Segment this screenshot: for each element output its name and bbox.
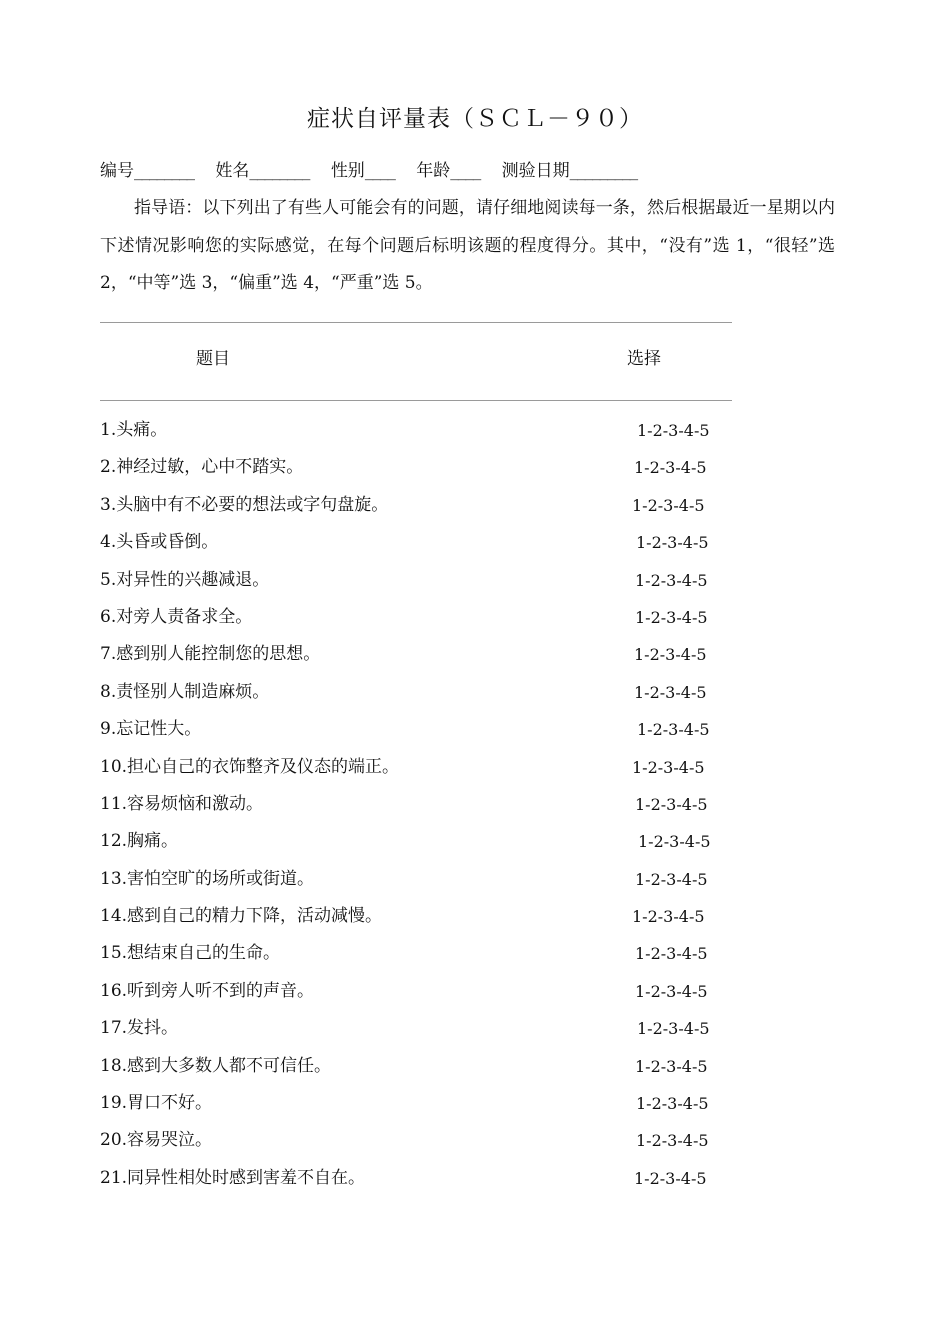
question-text: 19.胃口不好。 <box>100 1093 213 1114</box>
question-row <box>100 674 750 711</box>
question-row <box>100 487 750 524</box>
number-blank[interactable]: ________ <box>134 161 194 181</box>
page-title: 症状自评量表（ＳＣＬ－９０） <box>307 106 643 132</box>
rating-scale[interactable]: 1-2-3-4-5 <box>635 794 708 814</box>
question-text: 11.容易烦恼和激动。 <box>100 793 264 814</box>
question-text: 18.感到大多数人都不可信任。 <box>100 1055 332 1076</box>
name-field[interactable] <box>215 161 309 181</box>
test-date-label: 测验日期 <box>501 161 570 181</box>
rating-scale[interactable]: 1-2-3-4-5 <box>635 869 708 889</box>
rating-scale[interactable]: 1-2-3-4-5 <box>635 944 708 964</box>
question-text: 15.想结束自己的生命。 <box>100 943 281 964</box>
rating-scale[interactable]: 1-2-3-4-5 <box>634 1168 707 1188</box>
question-text: 16.听到旁人听不到的声音。 <box>100 980 315 1001</box>
question-text: 7.感到别人能控制您的思想。 <box>100 644 321 665</box>
rating-scale[interactable]: 1-2-3-4-5 <box>632 757 705 777</box>
rating-scale[interactable]: 1-2-3-4-5 <box>634 645 707 665</box>
question-text: 2.神经过敏，心中不踏实。 <box>100 457 304 478</box>
question-text: 12.胸痛。 <box>100 831 179 852</box>
question-text: 1.头痛。 <box>100 420 168 440</box>
rating-scale[interactable]: 1-2-3-4-5 <box>636 533 709 553</box>
age-blank[interactable]: ____ <box>450 161 481 181</box>
choice-column-header: 选择 <box>627 349 661 369</box>
question-text: 17.发抖。 <box>100 1018 179 1039</box>
question-row <box>100 786 750 823</box>
rating-scale[interactable]: 1-2-3-4-5 <box>634 682 707 702</box>
question-row <box>100 861 750 898</box>
question-row <box>100 599 750 636</box>
question-row <box>100 749 750 786</box>
gender-label: 性别 <box>330 161 365 181</box>
question-text: 4.头昏或昏倒。 <box>100 532 219 553</box>
respondent-info-row <box>100 156 653 181</box>
question-row <box>100 898 750 935</box>
question-text: 3.头脑中有不必要的想法或字句盘旋。 <box>100 494 389 515</box>
test-date-field[interactable] <box>502 161 638 181</box>
topic-column-header: 题目 <box>196 349 230 369</box>
question-row <box>100 711 750 748</box>
rating-scale[interactable]: 1-2-3-4-5 <box>638 832 711 852</box>
number-field[interactable] <box>100 161 194 181</box>
rating-scale[interactable]: 1-2-3-4-5 <box>632 495 705 515</box>
question-row <box>100 1048 750 1085</box>
question-text: 5.对异性的兴趣减退。 <box>100 569 270 590</box>
question-row <box>100 935 750 972</box>
rating-scale[interactable]: 1-2-3-4-5 <box>635 607 708 627</box>
question-row <box>100 1122 750 1159</box>
question-row <box>100 562 750 599</box>
question-text: 14.感到自己的精力下降，活动减慢。 <box>100 906 383 927</box>
rating-scale[interactable]: 1-2-3-4-5 <box>635 981 708 1001</box>
rating-scale[interactable]: 1-2-3-4-5 <box>636 1131 709 1151</box>
number-label: 编号 <box>100 161 134 181</box>
question-row <box>100 823 750 860</box>
test-date-blank[interactable]: _________ <box>569 161 638 181</box>
question-row <box>100 412 750 449</box>
age-field[interactable] <box>416 161 480 181</box>
question-row <box>100 524 750 561</box>
name-label: 姓名 <box>215 161 250 181</box>
gender-blank[interactable]: ____ <box>364 161 395 181</box>
age-label: 年龄 <box>416 161 451 181</box>
question-row <box>100 1010 750 1047</box>
question-text: 13.害怕空旷的场所或街道。 <box>100 868 315 889</box>
rating-scale[interactable]: 1-2-3-4-5 <box>637 421 710 440</box>
question-row <box>100 1085 750 1122</box>
table-top-divider <box>100 322 732 323</box>
question-list <box>100 412 750 1197</box>
name-blank[interactable]: ________ <box>249 161 310 181</box>
rating-scale[interactable]: 1-2-3-4-5 <box>635 1056 708 1076</box>
question-text: 8.责怪别人制造麻烦。 <box>100 681 270 702</box>
table-header-divider <box>100 400 732 401</box>
question-text: 20.容易哭泣。 <box>100 1130 213 1151</box>
question-row <box>100 1160 750 1197</box>
question-text: 6.对旁人责备求全。 <box>100 606 253 627</box>
question-text: 10.担心自己的衣饰整齐及仪态的端正。 <box>100 756 400 777</box>
rating-scale[interactable]: 1-2-3-4-5 <box>632 907 705 927</box>
instructions-paragraph: 指导语：以下列出了有些人可能会有的问题，请仔细地阅读每一条，然后根据最近一星期以内下述情况影响您的实际感觉，在每个问题后标明该题的程度得分。其中，“没有”选 1，“很轻”选 2，“中等”选 3，“偏重”选 4，“严重”选 5。 <box>100 198 835 293</box>
gender-field[interactable] <box>331 161 395 181</box>
rating-scale[interactable]: 1-2-3-4-5 <box>637 1019 710 1039</box>
question-text: 21.同异性相处时感到害羞不自在。 <box>100 1167 366 1188</box>
question-row <box>100 973 750 1010</box>
rating-scale[interactable]: 1-2-3-4-5 <box>635 570 708 590</box>
rating-scale[interactable]: 1-2-3-4-5 <box>634 458 707 478</box>
rating-scale[interactable]: 1-2-3-4-5 <box>637 720 710 740</box>
question-row <box>100 449 750 486</box>
question-text: 9.忘记性大。 <box>100 719 202 740</box>
rating-scale[interactable]: 1-2-3-4-5 <box>636 1094 709 1114</box>
question-row <box>100 636 750 673</box>
